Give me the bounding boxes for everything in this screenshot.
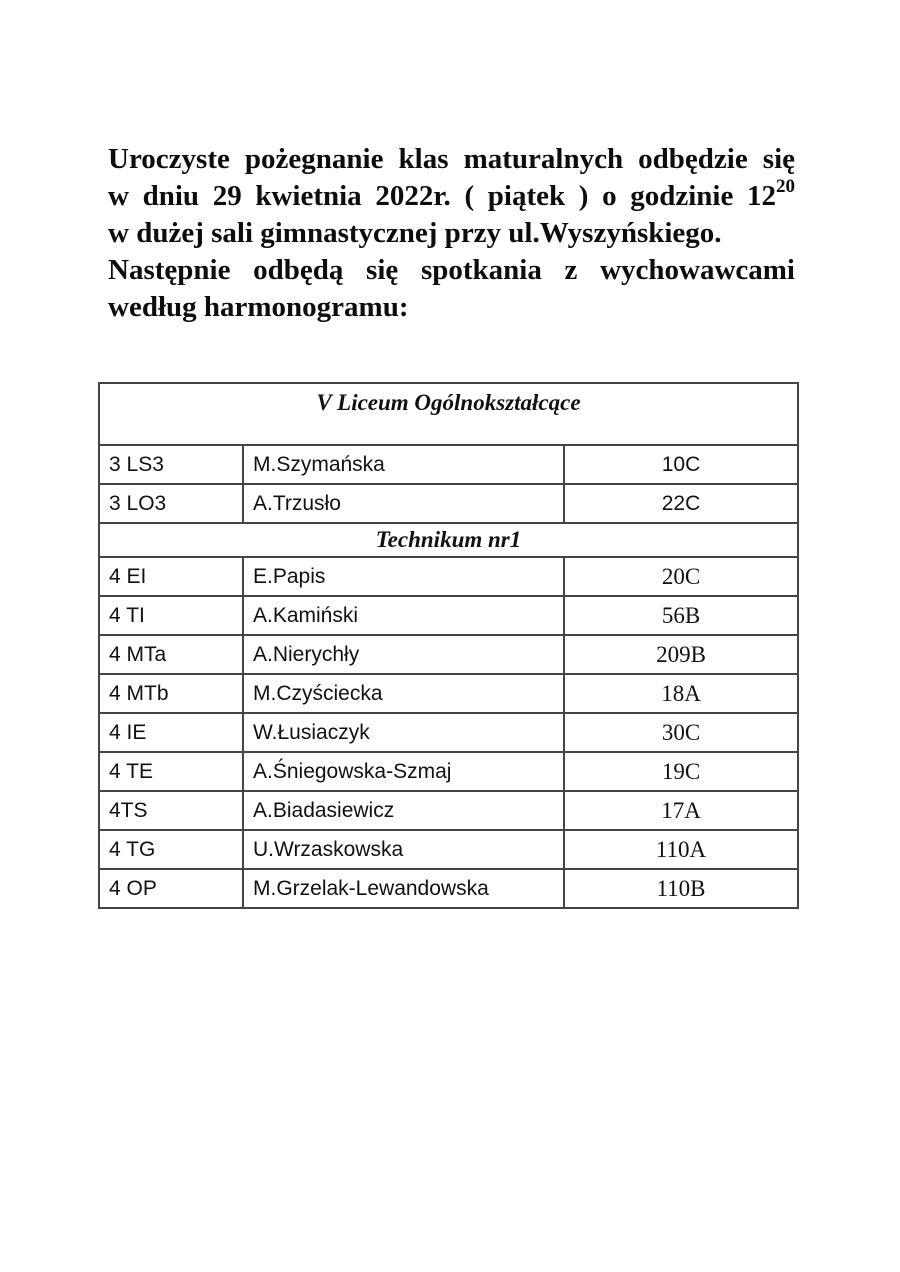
class-cell: 3 LS3 <box>99 445 243 484</box>
room-cell: 209B <box>564 635 798 674</box>
teacher-cell: U.Wrzaskowska <box>243 830 564 869</box>
intro-line-5-text: według harmonogramu: <box>108 291 409 323</box>
class-cell: 4TS <box>99 791 243 830</box>
room-cell: 19C <box>564 752 798 791</box>
table-row <box>99 869 798 908</box>
table-row <box>99 791 798 830</box>
class-cell: 4 TG <box>99 830 243 869</box>
class-cell: 4 MTb <box>99 674 243 713</box>
room-cell: 17A <box>564 791 798 830</box>
intro-line-1 <box>108 141 795 178</box>
table-row <box>99 830 798 869</box>
teacher-cell: A.Biadasiewicz <box>243 791 564 830</box>
room-cell: 20C <box>564 557 798 596</box>
time-superscript: 20 <box>776 176 795 198</box>
class-cell: 4 IE <box>99 713 243 752</box>
teacher-cell: A.Trzusło <box>243 484 564 523</box>
section-header-row-technikum <box>99 523 798 557</box>
section-header-liceum: V Liceum Ogólnokształcące <box>99 383 798 445</box>
table-row <box>99 596 798 635</box>
intro-line-3-text: w dużej sali gimnastycznej przy ul.Wyszyńskiego. <box>108 217 722 249</box>
announcement-paragraph <box>108 141 795 326</box>
class-cell: 4 TI <box>99 596 243 635</box>
intro-line-4-text: Następnie odbędą się spotkania z wychowawcami <box>108 254 795 286</box>
intro-line-2 <box>108 178 795 215</box>
table-row <box>99 674 798 713</box>
intro-line-2-text: w dniu 29 kwietnia 2022r. ( piątek ) o godzinie 12 <box>108 180 776 212</box>
class-cell: 4 OP <box>99 869 243 908</box>
table-row <box>99 484 798 523</box>
teacher-cell: M.Grzelak-Lewandowska <box>243 869 564 908</box>
room-cell: 110A <box>564 830 798 869</box>
table-row <box>99 635 798 674</box>
teacher-cell: A.Śniegowska-Szmaj <box>243 752 564 791</box>
table-row <box>99 752 798 791</box>
teacher-cell: A.Nierychły <box>243 635 564 674</box>
teacher-cell: M.Czyściecka <box>243 674 564 713</box>
teacher-cell: W.Łusiaczyk <box>243 713 564 752</box>
room-cell: 56B <box>564 596 798 635</box>
class-cell: 4 TE <box>99 752 243 791</box>
intro-line-5 <box>108 289 795 326</box>
section-header-row-liceum <box>99 383 798 445</box>
teacher-cell: A.Kamiński <box>243 596 564 635</box>
room-cell: 18A <box>564 674 798 713</box>
schedule-table <box>98 382 799 909</box>
section-header-technikum: Technikum nr1 <box>99 523 798 557</box>
class-cell: 3 LO3 <box>99 484 243 523</box>
intro-line-4 <box>108 252 795 289</box>
teacher-cell: M.Szymańska <box>243 445 564 484</box>
room-cell: 22C <box>564 484 798 523</box>
room-cell: 110B <box>564 869 798 908</box>
room-cell: 30C <box>564 713 798 752</box>
class-cell: 4 MTa <box>99 635 243 674</box>
teacher-cell: E.Papis <box>243 557 564 596</box>
intro-line-3 <box>108 215 795 252</box>
table-row <box>99 557 798 596</box>
table-row <box>99 713 798 752</box>
room-cell: 10C <box>564 445 798 484</box>
class-cell: 4 EI <box>99 557 243 596</box>
table-row <box>99 445 798 484</box>
intro-line-1-text: Uroczyste pożegnanie klas maturalnych odbędzie się <box>108 143 795 175</box>
